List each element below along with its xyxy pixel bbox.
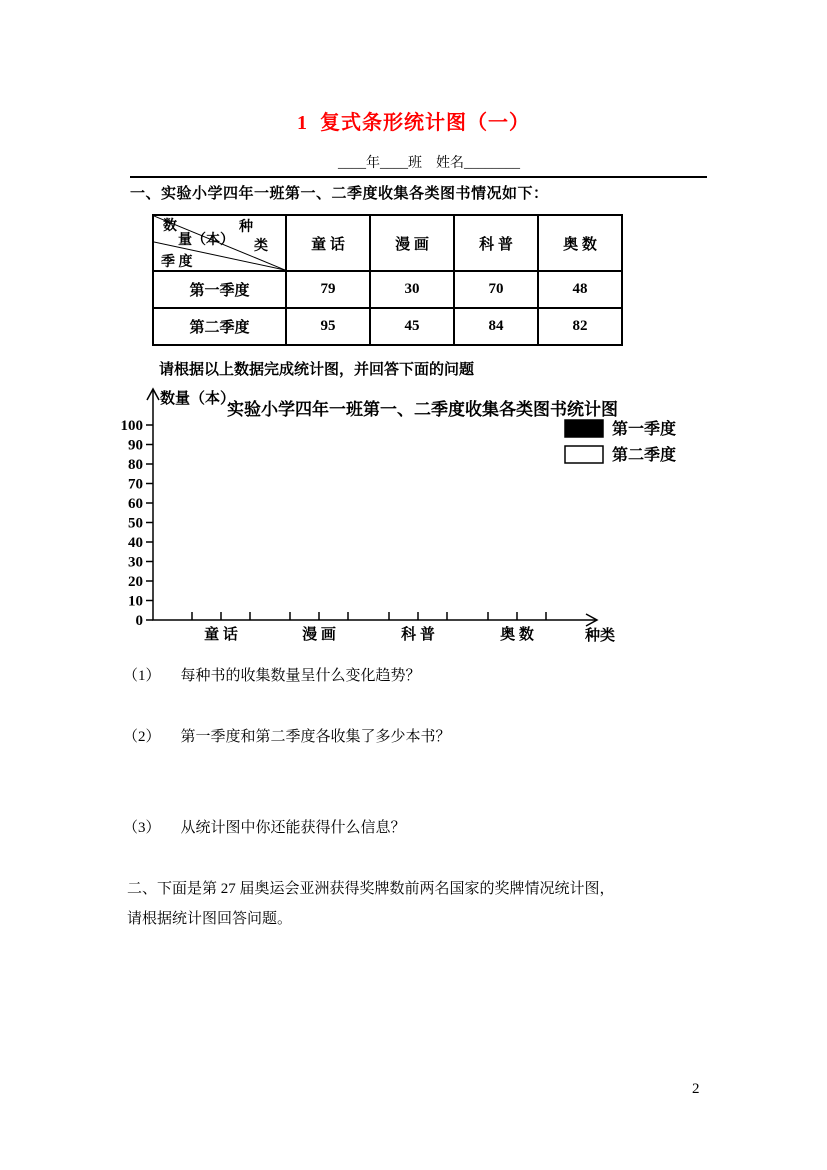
- question-text: 每种书的收集数量呈什么变化趋势？: [180, 668, 421, 684]
- question-number: （2）: [123, 729, 161, 745]
- column-header-fairytale: 童 话: [286, 215, 370, 271]
- table-header-row: [153, 215, 622, 271]
- page-title: 1 复式条形统计图（一）: [297, 112, 530, 134]
- corner-measure-label-part2: 量（本）: [178, 233, 234, 248]
- page-number: 2: [692, 1081, 700, 1097]
- corner-row-axis-label: 季 度: [161, 255, 193, 270]
- row-label-quarter1: 第一季度: [153, 271, 286, 308]
- name-blanks-line: ____年____班 姓名________: [338, 156, 520, 171]
- question-number: （1）: [123, 668, 161, 684]
- column-header-math: 奥 数: [538, 215, 622, 271]
- corner-category-label-part2: 类: [254, 239, 268, 254]
- y-tick-label: 100: [120, 418, 143, 434]
- table-row-quarter2: [153, 308, 622, 345]
- category-label: 科 普: [401, 627, 435, 643]
- chart-instruction-note: 请根据以上数据完成统计图，并回答下面的问题: [159, 362, 475, 378]
- corner-measure-label-part1: 数: [163, 219, 177, 234]
- legend-swatch: [565, 420, 603, 437]
- column-header-comic: 漫 画: [370, 215, 454, 271]
- y-tick-label: 10: [128, 593, 143, 610]
- category-label: 奥 数: [500, 627, 534, 643]
- data-cell: 84: [454, 308, 538, 345]
- legend-label: 第一季度: [612, 421, 677, 438]
- data-cell: 79: [286, 271, 370, 308]
- question-text: 第一季度和第二季度各收集了多少本书？: [180, 729, 451, 745]
- category-label: 漫 画: [302, 627, 336, 643]
- empty-bar-chart: [120, 378, 720, 653]
- data-cell: 95: [286, 308, 370, 345]
- data-cell: 82: [538, 308, 622, 345]
- question-number: （3）: [123, 820, 161, 836]
- y-tick-label: 40: [128, 535, 143, 551]
- y-tick-label: 50: [128, 515, 143, 532]
- question-item-3: [123, 816, 406, 837]
- corner-cell-content: [154, 216, 285, 270]
- data-cell: 30: [370, 271, 454, 308]
- y-tick-label: 20: [128, 574, 143, 590]
- data-cell: 70: [454, 271, 538, 308]
- book-collection-table: [152, 214, 623, 346]
- question-item-2: [123, 725, 451, 746]
- y-tick-label: 70: [128, 476, 143, 493]
- y-tick-label: 0: [135, 613, 143, 629]
- question-item-1: [123, 664, 421, 685]
- axes-lines: [153, 390, 597, 620]
- table-row-quarter1: [153, 271, 622, 308]
- question-text: 从统计图中你还能获得什么信息？: [180, 820, 406, 836]
- row-label-quarter2: 第二季度: [153, 308, 286, 345]
- x-axis-label: 种类: [585, 628, 616, 644]
- section-two-line-2: 请根据统计图回答问题。: [127, 911, 293, 927]
- legend-label: 第二季度: [612, 447, 677, 464]
- y-axis-label: 数量（本）: [160, 391, 236, 407]
- column-header-science: 科 普: [454, 215, 538, 271]
- category-label: 童 话: [204, 627, 238, 643]
- y-tick-label: 90: [128, 437, 143, 454]
- header-divider: [130, 176, 707, 178]
- data-cell: 48: [538, 271, 622, 308]
- legend-swatch: [565, 446, 603, 463]
- chart-title: 实验小学四年一班第一、二季度收集各类图书统计图: [227, 400, 618, 419]
- data-cell: 45: [370, 308, 454, 345]
- y-tick-label: 30: [128, 554, 143, 571]
- y-tick-label: 60: [128, 496, 143, 512]
- table-corner-cell: [153, 215, 286, 271]
- y-tick-label: 80: [128, 457, 143, 473]
- section-one-heading: 一、实验小学四年一班第一、二季度收集各类图书情况如下：: [130, 186, 549, 202]
- corner-category-label-part1: 种: [239, 220, 253, 235]
- section-two-line-1: 二、下面是第 27 届奥运会亚洲获得奖牌数前两名国家的奖牌情况统计图，: [127, 881, 615, 897]
